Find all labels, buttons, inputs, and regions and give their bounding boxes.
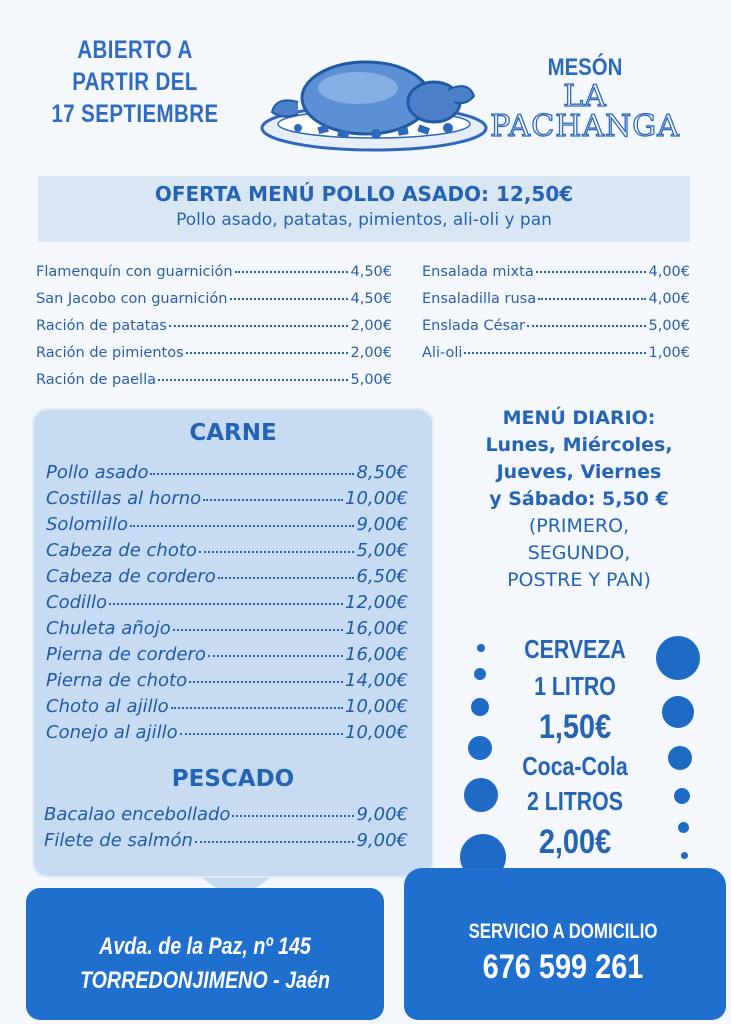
item-price: 4,00€ [648, 291, 690, 307]
item-price: 1,00€ [648, 345, 690, 361]
brand-line-3: PACHANGA [490, 109, 680, 144]
decorative-dot [668, 746, 692, 770]
item-name: Ración de paella [36, 372, 157, 388]
cola-price: 2,00€ [538, 823, 612, 861]
item-price: 12,00€ [345, 592, 408, 613]
beer-label: CERVEZA [524, 634, 626, 664]
decorative-dot [464, 778, 498, 812]
list-item [36, 372, 392, 399]
item-name: Conejo al ajillo [46, 722, 178, 743]
decorative-dot [468, 736, 492, 760]
delivery-phone[interactable]: 676 599 261 [482, 948, 644, 986]
offer-subtitle: Pollo asado, patatas, pimientos, ali-oli y pan [176, 210, 552, 230]
item-name: Ensaladilla rusa [422, 291, 537, 307]
cola-label: Coca-Cola [522, 751, 628, 781]
decorative-dot [678, 822, 689, 833]
item-name: San Jacobo con guarnición [36, 291, 228, 307]
list-item [46, 540, 408, 566]
daily-menu-note-1: (PRIMERO, [528, 515, 630, 537]
meat-list [46, 462, 408, 748]
leader-dots [527, 325, 647, 327]
beer-price: 1,50€ [538, 708, 612, 746]
list-item [44, 804, 408, 830]
daily-menu-note-3: POSTRE Y PAN) [507, 569, 651, 591]
list-item [36, 345, 392, 372]
leader-dots [536, 271, 647, 273]
item-price: 9,00€ [356, 804, 408, 825]
item-name: Ración de patatas [36, 318, 167, 334]
cola-size: 2 LITROS [527, 786, 623, 816]
item-name: Filete de salmón [44, 830, 193, 851]
leader-dots [538, 298, 646, 300]
leader-dots [208, 655, 343, 657]
delivery-label: SERVICIO A DOMICILIO [468, 920, 658, 943]
list-item [46, 566, 408, 592]
leader-dots [150, 473, 354, 475]
list-item [46, 696, 408, 722]
decorative-dot [477, 644, 485, 652]
leader-dots [464, 352, 646, 354]
list-item [36, 291, 392, 318]
fish-section-title: PESCADO [171, 766, 295, 792]
daily-menu-title: MENÚ DIARIO: [502, 407, 656, 429]
daily-menu-days-2: Jueves, Viernes [496, 461, 662, 483]
list-item [422, 291, 690, 318]
item-price: 2,00€ [350, 318, 392, 334]
leader-dots [195, 841, 355, 843]
item-price: 2,00€ [350, 345, 392, 361]
item-price: 10,00€ [345, 488, 408, 509]
item-price: 9,00€ [356, 514, 408, 535]
list-item [46, 670, 408, 696]
opening-line-3: 17 SEPTIEMBRE [51, 100, 219, 128]
list-item [422, 264, 690, 291]
opening-notice [49, 34, 221, 130]
item-price: 4,50€ [350, 264, 392, 280]
decorative-dot [656, 636, 700, 680]
drinks-offer [500, 634, 650, 862]
item-price: 5,00€ [648, 318, 690, 334]
daily-menu-days-3: y Sábado: 5,50 € [489, 488, 669, 510]
item-price: 14,00€ [345, 670, 408, 691]
leader-dots [171, 707, 343, 709]
item-name: Codillo [46, 592, 108, 613]
list-item [46, 514, 408, 540]
leader-dots [173, 629, 343, 631]
list-item [46, 644, 408, 670]
offer-banner [38, 176, 690, 242]
daily-menu [456, 405, 702, 594]
daily-menu-days-1: Lunes, Miércoles, [485, 434, 673, 456]
restaurant-brand [470, 54, 700, 142]
leader-dots [169, 325, 349, 327]
list-item [44, 830, 408, 856]
leader-dots [230, 298, 349, 300]
item-name: Pierna de choto [46, 670, 188, 691]
item-name: Solomillo [46, 514, 129, 535]
list-item [36, 318, 392, 345]
item-name: Cabeza de choto [46, 540, 197, 561]
item-price: 16,00€ [345, 644, 408, 665]
item-name: Enslada César [422, 318, 525, 334]
meat-section-title: CARNE [189, 420, 277, 446]
decorative-dot [471, 698, 489, 716]
list-item [46, 488, 408, 514]
item-price: 8,50€ [356, 462, 408, 483]
offer-title: OFERTA MENÚ POLLO ASADO: 12,50€ [154, 182, 574, 206]
item-name: Costillas al horno [46, 488, 202, 509]
leader-dots [189, 681, 343, 683]
leader-dots [218, 577, 355, 579]
decorative-dot [674, 788, 690, 804]
sides-list-left [36, 264, 392, 399]
fish-list [44, 804, 408, 856]
item-name: Ali-oli [422, 345, 463, 361]
item-price: 6,50€ [356, 566, 408, 587]
decorative-dot [474, 668, 486, 680]
leader-dots [186, 352, 349, 354]
opening-line-2: PARTIR DEL [72, 68, 198, 96]
item-price: 5,00€ [350, 372, 392, 388]
item-price: 10,00€ [345, 722, 408, 743]
list-item [46, 722, 408, 748]
roast-chicken-illustration [258, 50, 490, 160]
item-name: Cabeza de cordero [46, 566, 216, 587]
item-name: Ración de pimientos [36, 345, 184, 361]
opening-line-1: ABIERTO A [77, 36, 193, 64]
item-name: Choto al ajillo [46, 696, 169, 717]
decorative-dot [662, 696, 694, 728]
leader-dots [158, 379, 348, 381]
item-name: Pollo asado [46, 462, 149, 483]
leader-dots [235, 271, 349, 273]
item-name: Chuleta añojo [46, 618, 171, 639]
brand-line-1: MESÓN [547, 54, 623, 81]
item-price: 4,50€ [350, 291, 392, 307]
item-price: 4,00€ [648, 264, 690, 280]
item-price: 16,00€ [345, 618, 408, 639]
leader-dots [203, 499, 343, 501]
list-item [46, 462, 408, 488]
address-line-1: Avda. de la Paz, nº 145 [99, 933, 311, 960]
leader-dots [199, 551, 355, 553]
leader-dots [109, 603, 343, 605]
list-item [46, 618, 408, 644]
item-price: 10,00€ [345, 696, 408, 717]
sides-list-right [422, 264, 690, 372]
daily-menu-note-2: SEGUNDO, [527, 542, 631, 564]
item-price: 9,00€ [356, 830, 408, 851]
list-item [422, 345, 690, 372]
leader-dots [180, 733, 343, 735]
brand-line-2: LA [563, 79, 607, 114]
leader-dots [232, 815, 354, 817]
list-item [422, 318, 690, 345]
leader-dots [130, 525, 354, 527]
address [40, 930, 370, 998]
beer-size: 1 LITRO [534, 671, 616, 701]
list-item [46, 592, 408, 618]
decorative-dot [681, 852, 688, 859]
item-name: Bacalao encebollado [44, 804, 231, 825]
item-name: Flamenquín con guarnición [36, 264, 233, 280]
delivery-service [410, 920, 716, 987]
item-name: Pierna de cordero [46, 644, 206, 665]
item-name: Ensalada mixta [422, 264, 534, 280]
item-price: 5,00€ [356, 540, 408, 561]
address-line-2: TORREDONJIMENO - Jaén [79, 967, 331, 994]
list-item [36, 264, 392, 291]
